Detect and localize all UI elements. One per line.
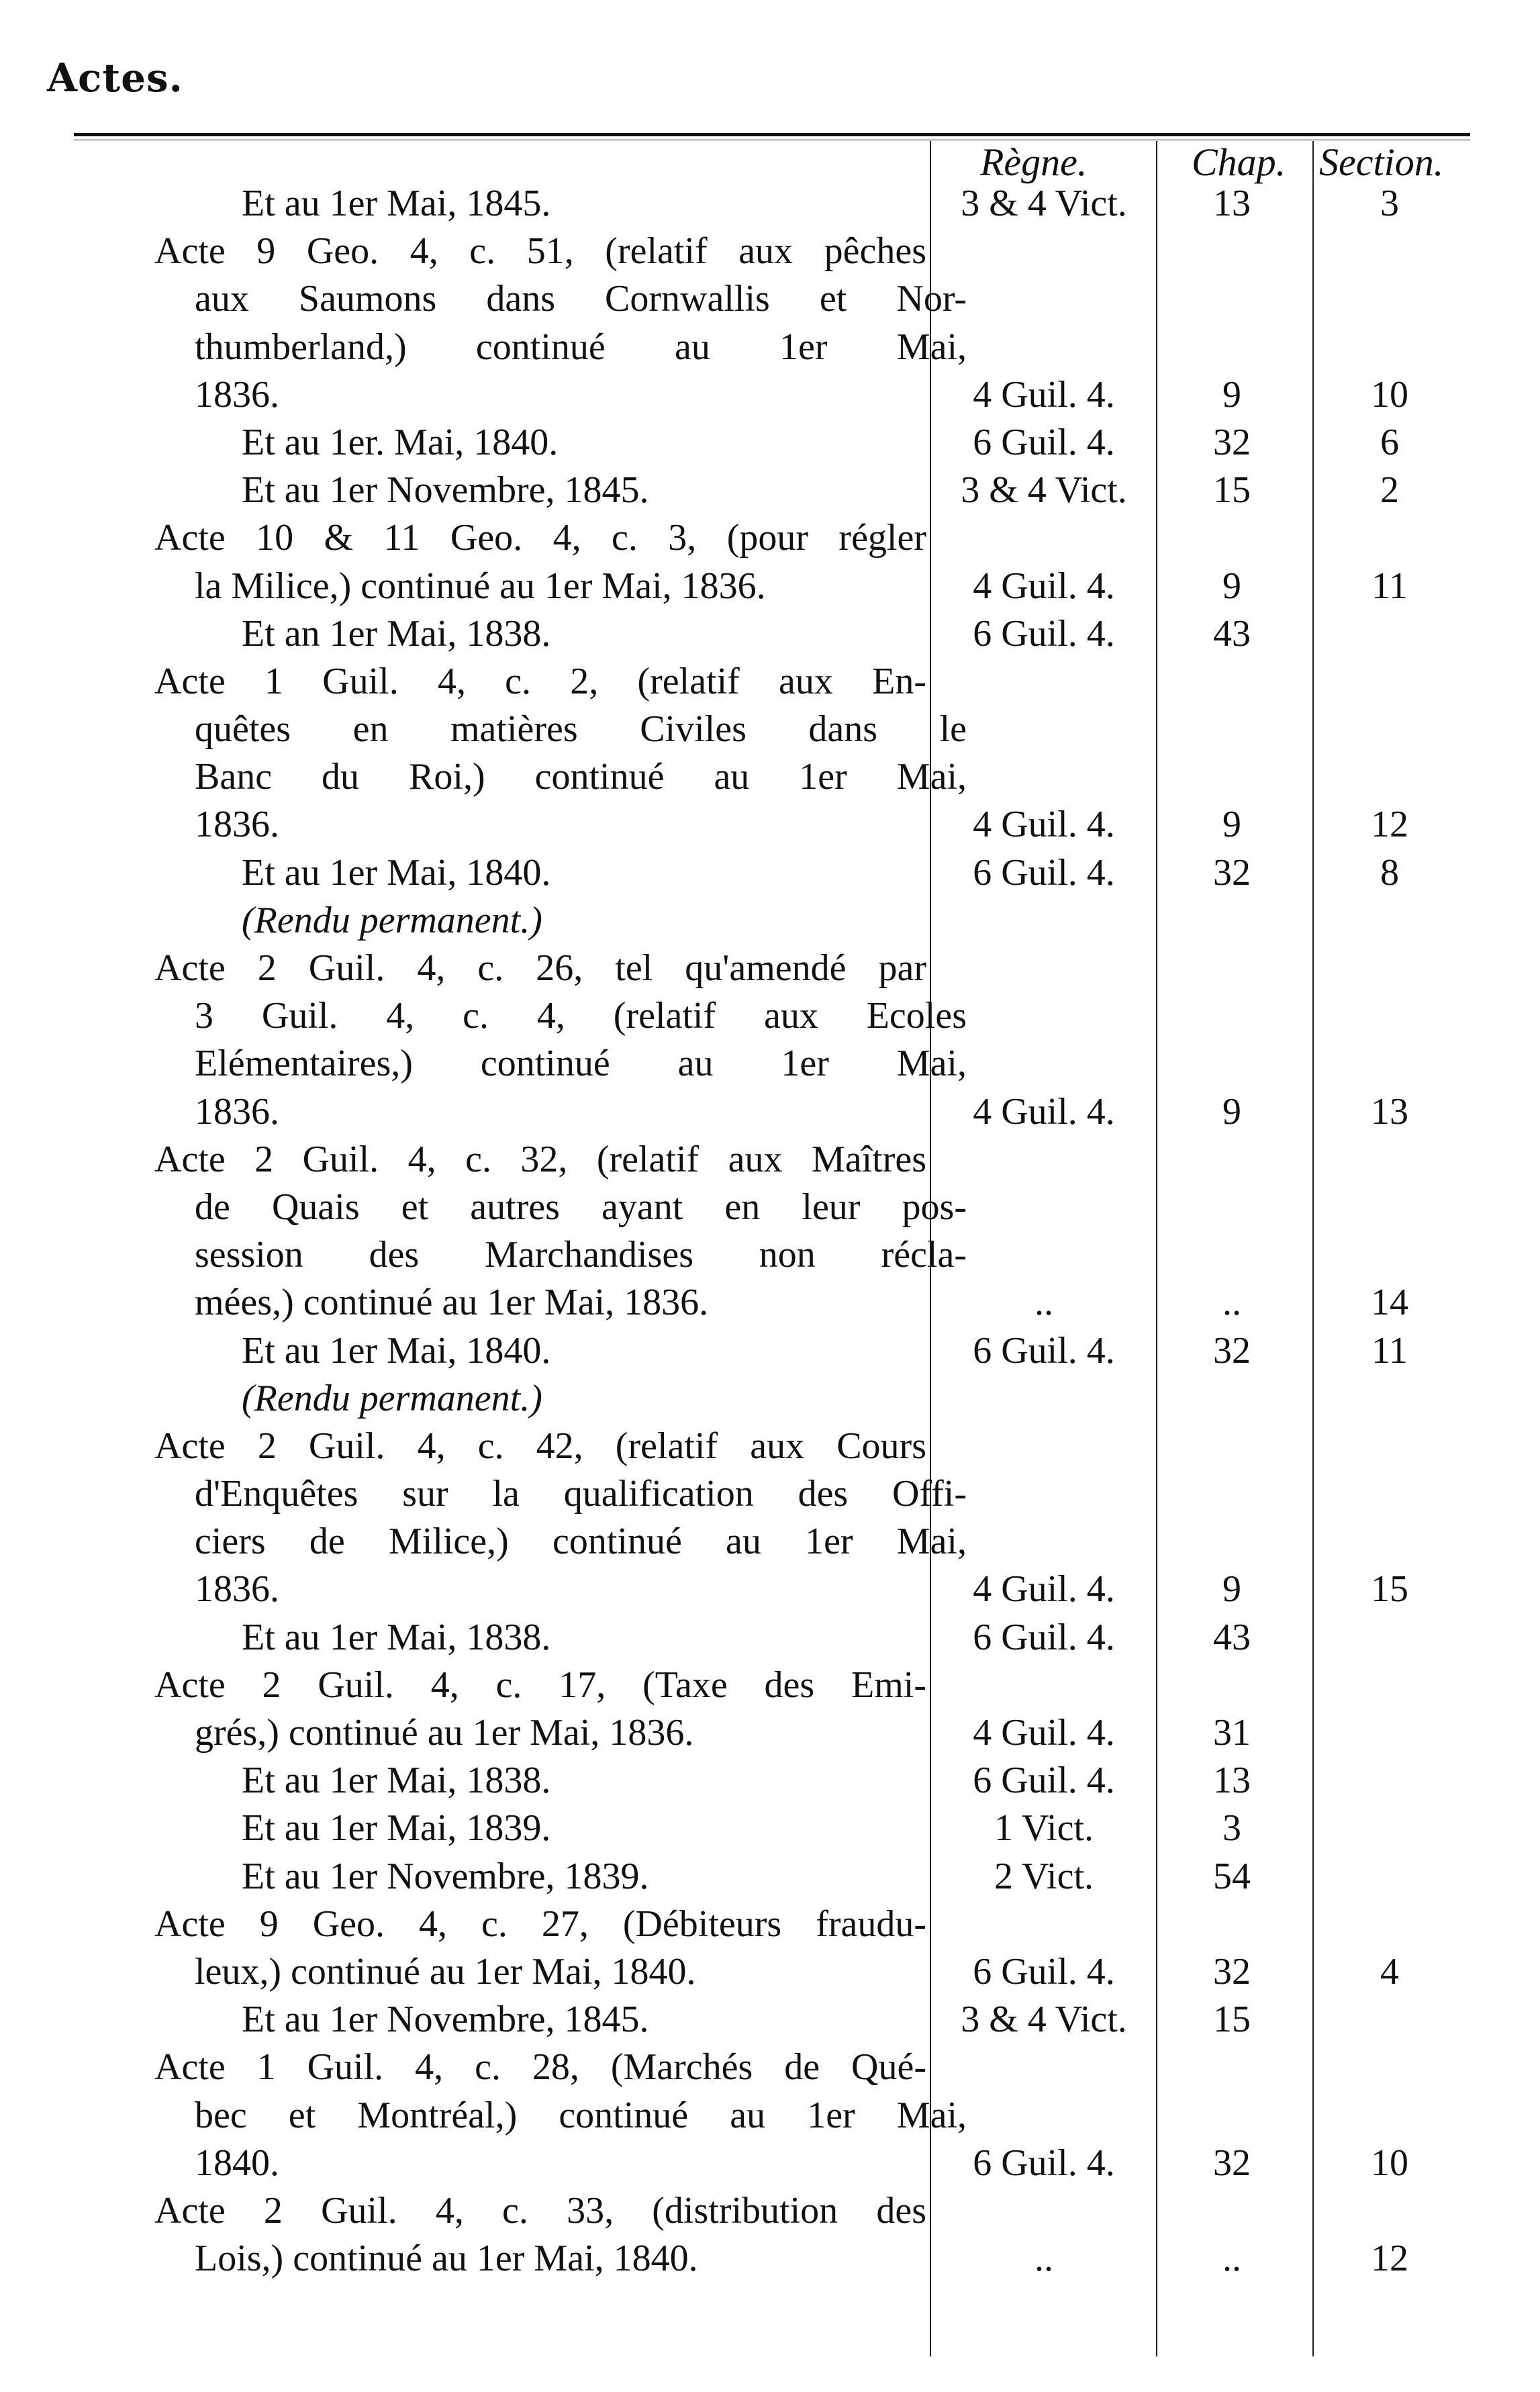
acts-table <box>0 180 1540 2283</box>
table-row <box>0 1853 1540 1901</box>
regne-cell: 6 Guil. 4. <box>973 2142 1115 2184</box>
table-row <box>0 1948 1540 1996</box>
table-row <box>0 419 1540 467</box>
act-description: Et au 1er Mai, 1838. <box>242 1616 551 1658</box>
chap-cell: 32 <box>1213 2142 1251 2184</box>
chap-cell: 43 <box>1213 612 1251 655</box>
table-row <box>0 2092 1540 2140</box>
table-row <box>0 1040 1540 1088</box>
chap-cell: 13 <box>1213 183 1251 224</box>
act-description: Elémentaires,) continué au 1er Mai, <box>195 1043 967 1085</box>
section-cell: 11 <box>1371 1329 1408 1372</box>
section-cell: 10 <box>1371 2142 1408 2184</box>
regne-cell: 3 & 4 Vict. <box>961 469 1127 512</box>
act-description: Acte 9 Geo. 4, c. 27, (Débiteurs fraudu- <box>154 1903 926 1945</box>
header-rule <box>74 133 1470 136</box>
table-row <box>0 1327 1540 1375</box>
act-description: Acte 2 Guil. 4, c. 32, (relatif aux Maîtres <box>154 1138 926 1180</box>
regne-cell: 6 Guil. 4. <box>973 1616 1115 1658</box>
act-description: Acte 2 Guil. 4, c. 17, (Taxe des Emi- <box>154 1664 926 1706</box>
regne-cell: 4 Guil. 4. <box>973 1712 1115 1754</box>
act-description: 1836. <box>195 1090 279 1133</box>
table-row <box>0 514 1540 562</box>
act-description: la Milice,) continué au 1er Mai, 1836. <box>195 565 766 607</box>
chap-cell: 54 <box>1213 1855 1251 1897</box>
act-description: 3 Guil. 4, c. 4, (relatif aux Ecoles <box>195 995 967 1037</box>
regne-cell: 6 Guil. 4. <box>973 612 1115 655</box>
section-cell: 11 <box>1371 565 1408 607</box>
act-description: Lois,) continué au 1er Mai, 1840. <box>195 2238 698 2280</box>
act-description: 1836. <box>195 373 279 416</box>
act-description: Et au 1er Mai, 1840. <box>242 851 551 894</box>
chap-cell: 31 <box>1213 1712 1251 1754</box>
act-description: 1840. <box>195 2142 279 2184</box>
page-title: Actes. <box>47 55 183 101</box>
table-row <box>0 1231 1540 1279</box>
act-description: Acte 9 Geo. 4, c. 51, (relatif aux pêches <box>154 230 926 273</box>
section-cell: 13 <box>1371 1090 1408 1133</box>
table-row <box>0 1805 1540 1852</box>
act-description: Banc du Roi,) continué au 1er Mai, <box>195 756 967 798</box>
table-row <box>0 1757 1540 1805</box>
regne-cell: 4 Guil. 4. <box>973 1568 1115 1611</box>
regne-cell: 4 Guil. 4. <box>973 565 1115 607</box>
act-description: Acte 2 Guil. 4, c. 26, tel qu'amendé par <box>154 947 926 989</box>
act-description: (Rendu permanent.) <box>242 1377 542 1419</box>
chap-cell: 32 <box>1213 1950 1251 1993</box>
chap-cell: 9 <box>1222 804 1241 846</box>
regne-cell: 3 & 4 Vict. <box>961 1999 1127 2041</box>
table-row <box>0 610 1540 658</box>
section-cell: 12 <box>1371 2238 1408 2280</box>
table-row <box>0 371 1540 419</box>
chap-cell: 9 <box>1222 373 1241 416</box>
act-description: Et au 1er. Mai, 1840. <box>242 421 559 463</box>
section-cell: 6 <box>1380 421 1399 463</box>
act-description: d'Enquêtes sur la qualification des Offi- <box>195 1473 967 1515</box>
table-row <box>0 467 1540 514</box>
table-row <box>0 1184 1540 1231</box>
table-row <box>0 228 1540 275</box>
table-row <box>0 180 1540 228</box>
table-row <box>0 1566 1540 1613</box>
act-description: Et au 1er Mai, 1839. <box>242 1807 551 1850</box>
chap-cell: 32 <box>1213 421 1251 463</box>
table-row <box>0 1375 1540 1423</box>
column-header-chap: Chap. <box>1192 140 1286 184</box>
table-row <box>0 897 1540 945</box>
act-description: session des Marchandises non récla- <box>195 1234 967 1276</box>
regne-cell: 6 Guil. 4. <box>973 1950 1115 1993</box>
act-description: thumberland,) continué au 1er Mai, <box>195 326 967 368</box>
section-cell: 10 <box>1371 373 1408 416</box>
regne-cell: 4 Guil. 4. <box>973 804 1115 846</box>
regne-cell: 6 Guil. 4. <box>973 1329 1115 1372</box>
table-row <box>0 1662 1540 1709</box>
chap-cell: .. <box>1222 1282 1241 1324</box>
chap-cell: 32 <box>1213 1329 1251 1372</box>
table-row <box>0 1709 1540 1757</box>
chap-cell: 9 <box>1222 565 1241 607</box>
regne-cell: 6 Guil. 4. <box>973 851 1115 894</box>
table-row <box>0 1614 1540 1662</box>
table-row <box>0 1518 1540 1566</box>
chap-cell: 15 <box>1213 469 1251 512</box>
section-cell: 14 <box>1371 1282 1408 1324</box>
act-description: Et au 1er Mai, 1840. <box>242 1329 551 1372</box>
act-description: Et au 1er Novembre, 1845. <box>242 1999 649 2041</box>
column-header-section: Section. <box>1319 140 1444 184</box>
regne-cell: .. <box>1034 1282 1053 1324</box>
section-cell: 15 <box>1371 1568 1408 1611</box>
table-row <box>0 801 1540 849</box>
act-description: Acte 1 Guil. 4, c. 2, (relatif aux En- <box>154 660 926 702</box>
act-description: Acte 10 & 11 Geo. 4, c. 3, (pour régler <box>154 517 926 559</box>
table-row <box>0 1901 1540 1948</box>
chap-cell: 13 <box>1213 1760 1251 1802</box>
act-description: Acte 2 Guil. 4, c. 33, (distribution des <box>154 2189 926 2232</box>
chap-cell: 9 <box>1222 1568 1241 1611</box>
table-row <box>0 1279 1540 1327</box>
table-row <box>0 324 1540 371</box>
table-row <box>0 1423 1540 1470</box>
table-row <box>0 753 1540 801</box>
chap-cell: 15 <box>1213 1999 1251 2041</box>
regne-cell: 3 & 4 Vict. <box>961 183 1127 224</box>
table-row <box>0 992 1540 1040</box>
table-row <box>0 706 1540 753</box>
table-row <box>0 2187 1540 2235</box>
chap-cell: .. <box>1222 2238 1241 2280</box>
act-description: Et au 1er Novembre, 1845. <box>242 469 649 512</box>
act-description: Acte 1 Guil. 4, c. 28, (Marchés de Qué- <box>154 2046 926 2089</box>
regne-cell: 2 Vict. <box>994 1855 1094 1897</box>
chap-cell: 43 <box>1213 1616 1251 1658</box>
section-cell: 12 <box>1371 804 1408 846</box>
section-cell: 8 <box>1380 851 1399 894</box>
table-row <box>0 2044 1540 2091</box>
table-row <box>0 1088 1540 1136</box>
section-cell: 3 <box>1380 183 1399 224</box>
act-description: 1836. <box>195 804 279 846</box>
regne-cell: 1 Vict. <box>994 1807 1094 1850</box>
act-description: (Rendu permanent.) <box>242 899 542 941</box>
chap-cell: 32 <box>1213 851 1251 894</box>
act-description: leux,) continué au 1er Mai, 1840. <box>195 1950 696 1993</box>
section-cell: 2 <box>1380 469 1399 512</box>
regne-cell: 4 Guil. 4. <box>973 373 1115 416</box>
act-description: Et an 1er Mai, 1838. <box>242 612 551 655</box>
act-description: 1836. <box>195 1568 279 1611</box>
table-row <box>0 2235 1540 2283</box>
regne-cell: 6 Guil. 4. <box>973 1760 1115 1802</box>
act-description: mées,) continué au 1er Mai, 1836. <box>195 1282 709 1324</box>
table-row <box>0 2140 1540 2187</box>
chap-cell: 3 <box>1222 1807 1241 1850</box>
table-row <box>0 1996 1540 2044</box>
act-description: aux Saumons dans Cornwallis et Nor- <box>195 278 967 320</box>
act-description: grés,) continué au 1er Mai, 1836. <box>195 1712 694 1754</box>
act-description: de Quais et autres ayant en leur pos- <box>195 1186 967 1228</box>
table-row <box>0 1136 1540 1184</box>
act-description: Et au 1er Mai, 1838. <box>242 1760 551 1802</box>
regne-cell: .. <box>1034 2238 1053 2280</box>
act-description: Et au 1er Mai, 1845. <box>242 183 551 224</box>
table-row <box>0 945 1540 992</box>
act-description: Acte 2 Guil. 4, c. 42, (relatif aux Cours <box>154 1425 926 1467</box>
section-cell: 4 <box>1380 1950 1399 1993</box>
act-description: quêtes en matières Civiles dans le <box>195 708 967 751</box>
table-row <box>0 1470 1540 1518</box>
act-description: bec et Montréal,) continué au 1er Mai, <box>195 2094 967 2136</box>
table-row <box>0 275 1540 323</box>
chap-cell: 9 <box>1222 1090 1241 1133</box>
act-description: ciers de Milice,) continué au 1er Mai, <box>195 1521 967 1563</box>
regne-cell: 6 Guil. 4. <box>973 421 1115 463</box>
table-row <box>0 849 1540 897</box>
table-row <box>0 658 1540 706</box>
regne-cell: 4 Guil. 4. <box>973 1090 1115 1133</box>
column-header-regne: Règne. <box>980 140 1088 184</box>
table-row <box>0 563 1540 610</box>
act-description: Et au 1er Novembre, 1839. <box>242 1855 649 1897</box>
